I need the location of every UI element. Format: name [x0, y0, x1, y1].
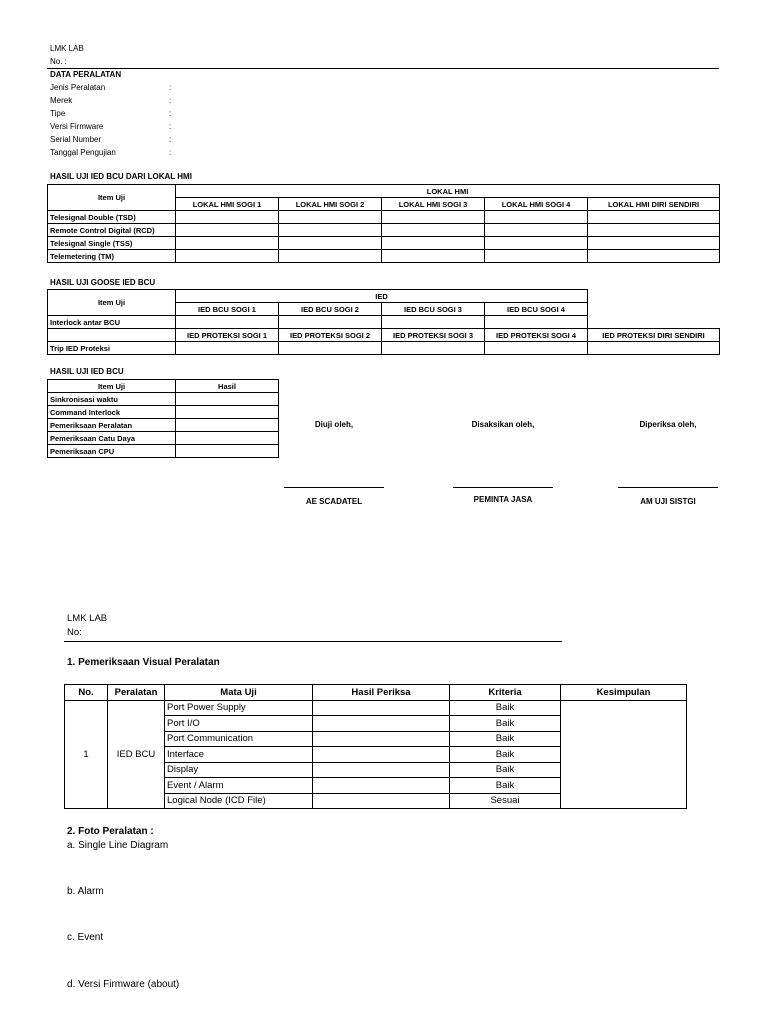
result-cell[interactable] [176, 432, 279, 445]
signature-label: Disaksikan oleh, [471, 420, 535, 429]
data-title: DATA PERALATAN [50, 70, 122, 79]
result-cell[interactable] [176, 237, 279, 250]
visual-inspection-table [64, 684, 687, 809]
result-cell[interactable] [485, 224, 588, 237]
column-header: IED PROTEKSI DIRI SENDIRI [588, 329, 720, 342]
criteria: Baik [450, 778, 561, 794]
item-uji-header: Item Uji [48, 290, 176, 316]
field-label: Merek [50, 96, 73, 105]
field-label: Serial Number [50, 135, 102, 144]
result-cell[interactable] [382, 224, 485, 237]
column-header: Hasil Periksa [313, 685, 450, 701]
lokal-hmi-header: LOKAL HMI [176, 185, 720, 198]
criteria: Baik [450, 716, 561, 732]
result-cell[interactable] [176, 393, 279, 406]
table-row [48, 393, 279, 406]
row-label: Sinkronisasi waktu [48, 393, 176, 406]
result-cell[interactable] [176, 342, 279, 355]
result-cell[interactable] [313, 747, 450, 763]
table-row [48, 342, 720, 355]
result-cell[interactable] [485, 237, 588, 250]
column-header: IED BCU SOGI 1 [176, 303, 279, 316]
section-title-photos: 2. Foto Peralatan : [67, 826, 154, 837]
doc-number: No. : [50, 57, 67, 66]
test-item: Logical Node (ICD File) [165, 793, 313, 809]
photo-item: c. Event [67, 932, 104, 943]
header-divider [64, 641, 562, 642]
lab-name: LMK LAB [67, 613, 108, 624]
row-label: Interlock antar BCU [48, 316, 176, 329]
table-row [48, 445, 279, 458]
table-row [48, 250, 720, 263]
bcu-test-table [47, 379, 279, 458]
result-cell[interactable] [485, 316, 588, 329]
signature-line [618, 487, 718, 488]
column-header: IED PROTEKSI SOGI 1 [176, 329, 279, 342]
result-cell[interactable] [313, 716, 450, 732]
criteria: Sesuai [450, 793, 561, 809]
field-label: Tipe [50, 109, 66, 118]
criteria: Baik [450, 731, 561, 747]
row-label: Telemetering (TM) [48, 250, 176, 263]
result-cell[interactable] [313, 700, 450, 716]
table-row [48, 211, 720, 224]
signature-label: Diperiksa oleh, [639, 420, 697, 429]
photo-item: a. Single Line Diagram [67, 840, 169, 851]
test-item: Interface [165, 747, 313, 763]
field-label: Jenis Peralatan [50, 83, 106, 92]
table-row [48, 419, 279, 432]
column-header: LOKAL HMI SOGI 4 [485, 198, 588, 211]
result-cell[interactable] [382, 316, 485, 329]
result-cell[interactable] [382, 342, 485, 355]
lokal-hmi-table [47, 184, 720, 263]
result-cell[interactable] [279, 316, 382, 329]
row-number: 1 [65, 700, 108, 809]
result-cell[interactable] [176, 419, 279, 432]
column-header: Kriteria [450, 685, 561, 701]
lab-name: LMK LAB [50, 44, 84, 53]
photo-item: b. Alarm [67, 886, 104, 897]
column-header: Mata Uji [165, 685, 313, 701]
signature-name: AM UJI SISTGI [640, 497, 696, 506]
result-cell[interactable] [313, 778, 450, 794]
column-header: IED PROTEKSI SOGI 2 [279, 329, 382, 342]
result-cell[interactable] [485, 250, 588, 263]
column-header: LOKAL HMI SOGI 3 [382, 198, 485, 211]
table-row [48, 432, 279, 445]
field-colon: : [169, 109, 172, 118]
result-cell[interactable] [313, 793, 450, 809]
row-label: Pemeriksaan Catu Daya [48, 432, 176, 445]
result-cell[interactable] [279, 224, 382, 237]
table-row [48, 316, 720, 329]
signature-line [453, 487, 553, 488]
field-colon: : [169, 135, 172, 144]
result-cell[interactable] [176, 224, 279, 237]
result-cell[interactable] [176, 211, 279, 224]
row-label: Pemeriksaan CPU [48, 445, 176, 458]
field-colon: : [169, 122, 172, 131]
row-label: Telesignal Single (TSS) [48, 237, 176, 250]
header-divider [47, 68, 719, 69]
hasil-header: Hasil [176, 380, 279, 393]
column-header: IED BCU SOGI 4 [485, 303, 588, 316]
criteria: Baik [450, 700, 561, 716]
column-header: IED PROTEKSI SOGI 3 [382, 329, 485, 342]
column-header: IED BCU SOGI 2 [279, 303, 382, 316]
result-cell[interactable] [382, 250, 485, 263]
result-cell[interactable] [382, 237, 485, 250]
row-label: Pemeriksaan Peralatan [48, 419, 176, 432]
result-cell[interactable] [588, 211, 720, 224]
field-label: Tanggal Pengujian [50, 148, 116, 157]
result-cell[interactable] [176, 250, 279, 263]
table2-title: HASIL UJI GOOSE IED BCU [50, 278, 156, 287]
signature-line [284, 487, 384, 488]
result-cell[interactable] [588, 342, 720, 355]
field-colon: : [169, 148, 172, 157]
result-cell[interactable] [382, 211, 485, 224]
photo-item: d. Versi Firmware (about) [67, 979, 180, 990]
column-header: No. [65, 685, 108, 701]
test-item: Port Power Supply [165, 700, 313, 716]
section-title-visual: 1. Pemeriksaan Visual Peralatan [67, 657, 220, 668]
ied-header: IED [176, 290, 588, 303]
test-item: Event / Alarm [165, 778, 313, 794]
result-cell[interactable] [313, 731, 450, 747]
result-cell[interactable] [588, 250, 720, 263]
result-cell[interactable] [176, 316, 279, 329]
table-row [48, 406, 279, 419]
conclusion-cell[interactable] [561, 700, 687, 809]
column-header: Kesimpulan [561, 685, 687, 701]
row-label: Telesignal Double (TSD) [48, 211, 176, 224]
column-header: LOKAL HMI SOGI 1 [176, 198, 279, 211]
table-row [48, 237, 720, 250]
result-cell[interactable] [279, 211, 382, 224]
column-header: LOKAL HMI DIRI SENDIRI [588, 198, 720, 211]
item-uji-header: Item Uji [48, 380, 176, 393]
signature-name: PEMINTA JASA [473, 495, 533, 504]
result-cell[interactable] [485, 211, 588, 224]
column-header: LOKAL HMI SOGI 2 [279, 198, 382, 211]
row-label: Command Interlock [48, 406, 176, 419]
table3-title: HASIL UJI IED BCU [50, 367, 124, 376]
signature-label: Diuji oleh, [314, 420, 354, 429]
criteria: Baik [450, 747, 561, 763]
result-cell[interactable] [313, 762, 450, 778]
result-cell[interactable] [279, 250, 382, 263]
table-row [65, 700, 687, 716]
field-colon: : [169, 96, 172, 105]
test-item: Display [165, 762, 313, 778]
item-uji-header: Item Uji [48, 185, 176, 211]
row-label: Remote Control Digital (RCD) [48, 224, 176, 237]
test-item: Port I/O [165, 716, 313, 732]
result-cell[interactable] [279, 342, 382, 355]
criteria: Baik [450, 762, 561, 778]
column-header: Peralatan [108, 685, 165, 701]
result-cell[interactable] [176, 445, 279, 458]
test-item: Port Communication [165, 731, 313, 747]
table1-title: HASIL UJI IED BCU DARI LOKAL HMI [50, 172, 192, 181]
column-header: IED BCU SOGI 3 [382, 303, 485, 316]
field-colon: : [169, 83, 172, 92]
field-label: Versi Firmware [50, 122, 104, 131]
result-cell[interactable] [588, 224, 720, 237]
signature-name: AE SCADATEL [305, 497, 363, 506]
result-cell[interactable] [279, 237, 382, 250]
goose-table [47, 289, 720, 355]
result-cell[interactable] [176, 406, 279, 419]
result-cell[interactable] [588, 237, 720, 250]
row-label: Trip IED Proteksi [48, 342, 176, 355]
equipment-name: IED BCU [108, 700, 165, 809]
column-header: IED PROTEKSI SOGI 4 [485, 329, 588, 342]
doc-number: No: [67, 627, 82, 638]
result-cell[interactable] [485, 342, 588, 355]
table-row [48, 224, 720, 237]
